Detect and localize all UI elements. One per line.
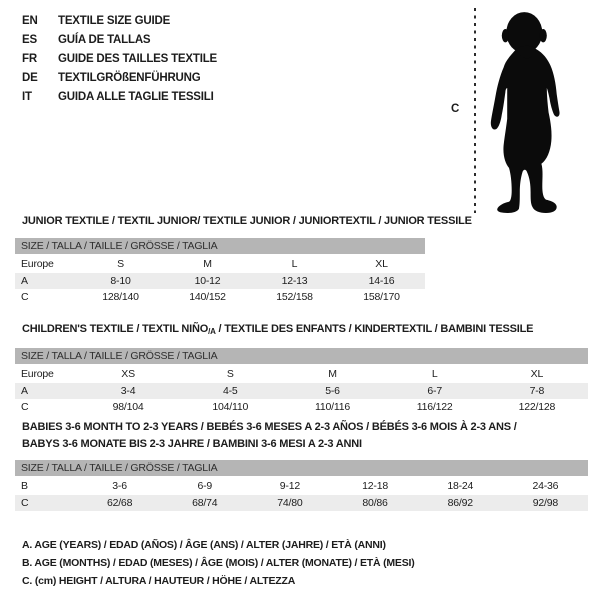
- babies-size-table: [15, 460, 588, 511]
- value-cell: 12-18: [362, 480, 388, 493]
- value-cell: 18-24: [447, 480, 474, 493]
- language-row: [22, 49, 217, 68]
- region-label: Europe: [21, 368, 54, 381]
- value-cell: 3-4: [120, 384, 136, 397]
- language-row: [22, 11, 217, 30]
- toddler-silhouette-image: [482, 8, 572, 213]
- value-cell: 24-36: [532, 480, 559, 493]
- value-cell: 68/74: [192, 496, 218, 509]
- value-cell: 98/104: [112, 401, 144, 414]
- size-cell: S: [117, 258, 124, 271]
- guide-title: GUÍA DE TALLAS: [58, 33, 151, 46]
- junior-size-table: [15, 238, 425, 306]
- table-row-sizes: [15, 256, 425, 273]
- value-cell: 62/68: [106, 496, 133, 509]
- value-cell: 14-16: [368, 274, 395, 287]
- table-row-age: [15, 273, 425, 290]
- value-cell: 6-9: [197, 480, 213, 493]
- language-code: ES: [22, 33, 37, 46]
- language-code: IT: [22, 90, 32, 103]
- value-cell: 74/80: [277, 496, 303, 509]
- value-cell: 10-12: [194, 274, 221, 287]
- junior-section-title: JUNIOR TEXTILE / TEXTIL JUNIOR/ TEXTILE JUNIOR / JUNIORTEXTIL / JUNIOR TESSILE: [22, 215, 472, 227]
- row-label: C: [21, 496, 29, 509]
- region-label: Europe: [21, 258, 54, 271]
- language-code: EN: [22, 14, 38, 27]
- guide-title: TEXTILGRÖßENFÜHRUNG: [58, 71, 201, 84]
- babies-section-title-line1: BABIES 3-6 MONTH TO 2-3 YEARS / BEBÉS 3-6 MESES A 2-3 AÑOS / BÉBÉS 3-6 MOIS À 2-3 ANS /: [22, 421, 517, 433]
- height-measure-dotted-line: [474, 8, 476, 213]
- value-cell: 140/152: [189, 291, 226, 304]
- value-cell: 92/98: [532, 496, 559, 509]
- height-measure-label: C: [451, 103, 460, 115]
- value-cell: 4-5: [223, 384, 238, 397]
- size-header-band: SIZE / TALLA / TAILLE / GRÖSSE / TAGLIA: [15, 238, 425, 254]
- row-label: C: [21, 401, 29, 414]
- size-cell: L: [431, 368, 438, 381]
- row-label: C: [21, 291, 29, 304]
- guide-title: TEXTILE SIZE GUIDE: [58, 14, 171, 27]
- row-label: B: [21, 480, 28, 493]
- guide-title: GUIDE DES TAILLES TEXTILE: [58, 52, 217, 65]
- size-cell: M: [203, 258, 212, 271]
- value-cell: 104/110: [212, 401, 249, 414]
- table-row-height: [15, 289, 425, 306]
- row-label: A: [21, 384, 28, 397]
- value-cell: 9-12: [279, 480, 301, 493]
- value-cell: 80/86: [362, 496, 388, 509]
- language-row: [22, 30, 217, 49]
- children-title-pre: CHILDREN'S TEXTILE / TEXTIL NIÑO: [22, 323, 209, 335]
- row-label: A: [21, 274, 28, 287]
- children-size-table: [15, 348, 588, 416]
- guide-title: GUIDA ALLE TAGLIE TESSILI: [58, 90, 214, 103]
- value-cell: 116/122: [416, 401, 453, 414]
- children-title-post: / TEXTILE DES ENFANTS / KINDERTEXTIL / BAMBINI TESSILE: [215, 323, 534, 335]
- table-row-months: [15, 478, 588, 495]
- language-guide: [22, 11, 217, 106]
- language-code: FR: [22, 52, 37, 65]
- table-row-sizes: [15, 366, 588, 383]
- value-cell: 110/116: [314, 401, 350, 414]
- language-code: DE: [22, 71, 38, 84]
- children-title-sub: /A: [208, 327, 216, 336]
- legend-line-c: C. (cm) HEIGHT / ALTURA / HAUTEUR / HÖHE / ALTEZZA: [22, 575, 296, 587]
- table-row-age: [15, 383, 588, 400]
- size-cell: M: [328, 368, 337, 381]
- size-cell: XL: [375, 258, 388, 271]
- language-row: [22, 68, 217, 87]
- legend-line-a: A. AGE (YEARS) / EDAD (AÑOS) / ÂGE (ANS) / ALTER (JAHRE) / ETÀ (ANNI): [22, 539, 386, 551]
- children-section-title: [22, 323, 533, 336]
- language-row: [22, 87, 217, 106]
- value-cell: 6-7: [427, 384, 442, 397]
- table-row-height: [15, 495, 588, 512]
- value-cell: 122/128: [518, 401, 556, 414]
- legend: [22, 536, 415, 590]
- size-cell: XS: [121, 368, 135, 381]
- size-cell: XL: [530, 368, 544, 381]
- value-cell: 12-13: [281, 274, 308, 287]
- size-header-band: SIZE / TALLA / TAILLE / GRÖSSE / TAGLIA: [15, 348, 588, 364]
- size-cell: L: [291, 258, 298, 271]
- value-cell: 128/140: [102, 291, 139, 304]
- value-cell: 158/170: [363, 291, 400, 304]
- size-header-band: SIZE / TALLA / TAILLE / GRÖSSE / TAGLIA: [15, 460, 588, 476]
- value-cell: 5-6: [325, 384, 340, 397]
- legend-line-b: B. AGE (MONTHS) / EDAD (MESES) / ÂGE (MOIS) / ALTER (MONATE) / ETÀ (MESI): [22, 557, 415, 569]
- size-cell: S: [226, 368, 234, 381]
- value-cell: 3-6: [112, 480, 127, 493]
- value-cell: 7-8: [529, 384, 545, 397]
- value-cell: 152/158: [276, 291, 313, 304]
- babies-section-title-line2: BABYS 3-6 MONATE BIS 2-3 JAHRE / BAMBINI 3-6 MESI A 2-3 ANNI: [22, 438, 362, 450]
- value-cell: 8-10: [110, 274, 131, 287]
- value-cell: 86/92: [447, 496, 473, 509]
- table-row-height: [15, 399, 588, 416]
